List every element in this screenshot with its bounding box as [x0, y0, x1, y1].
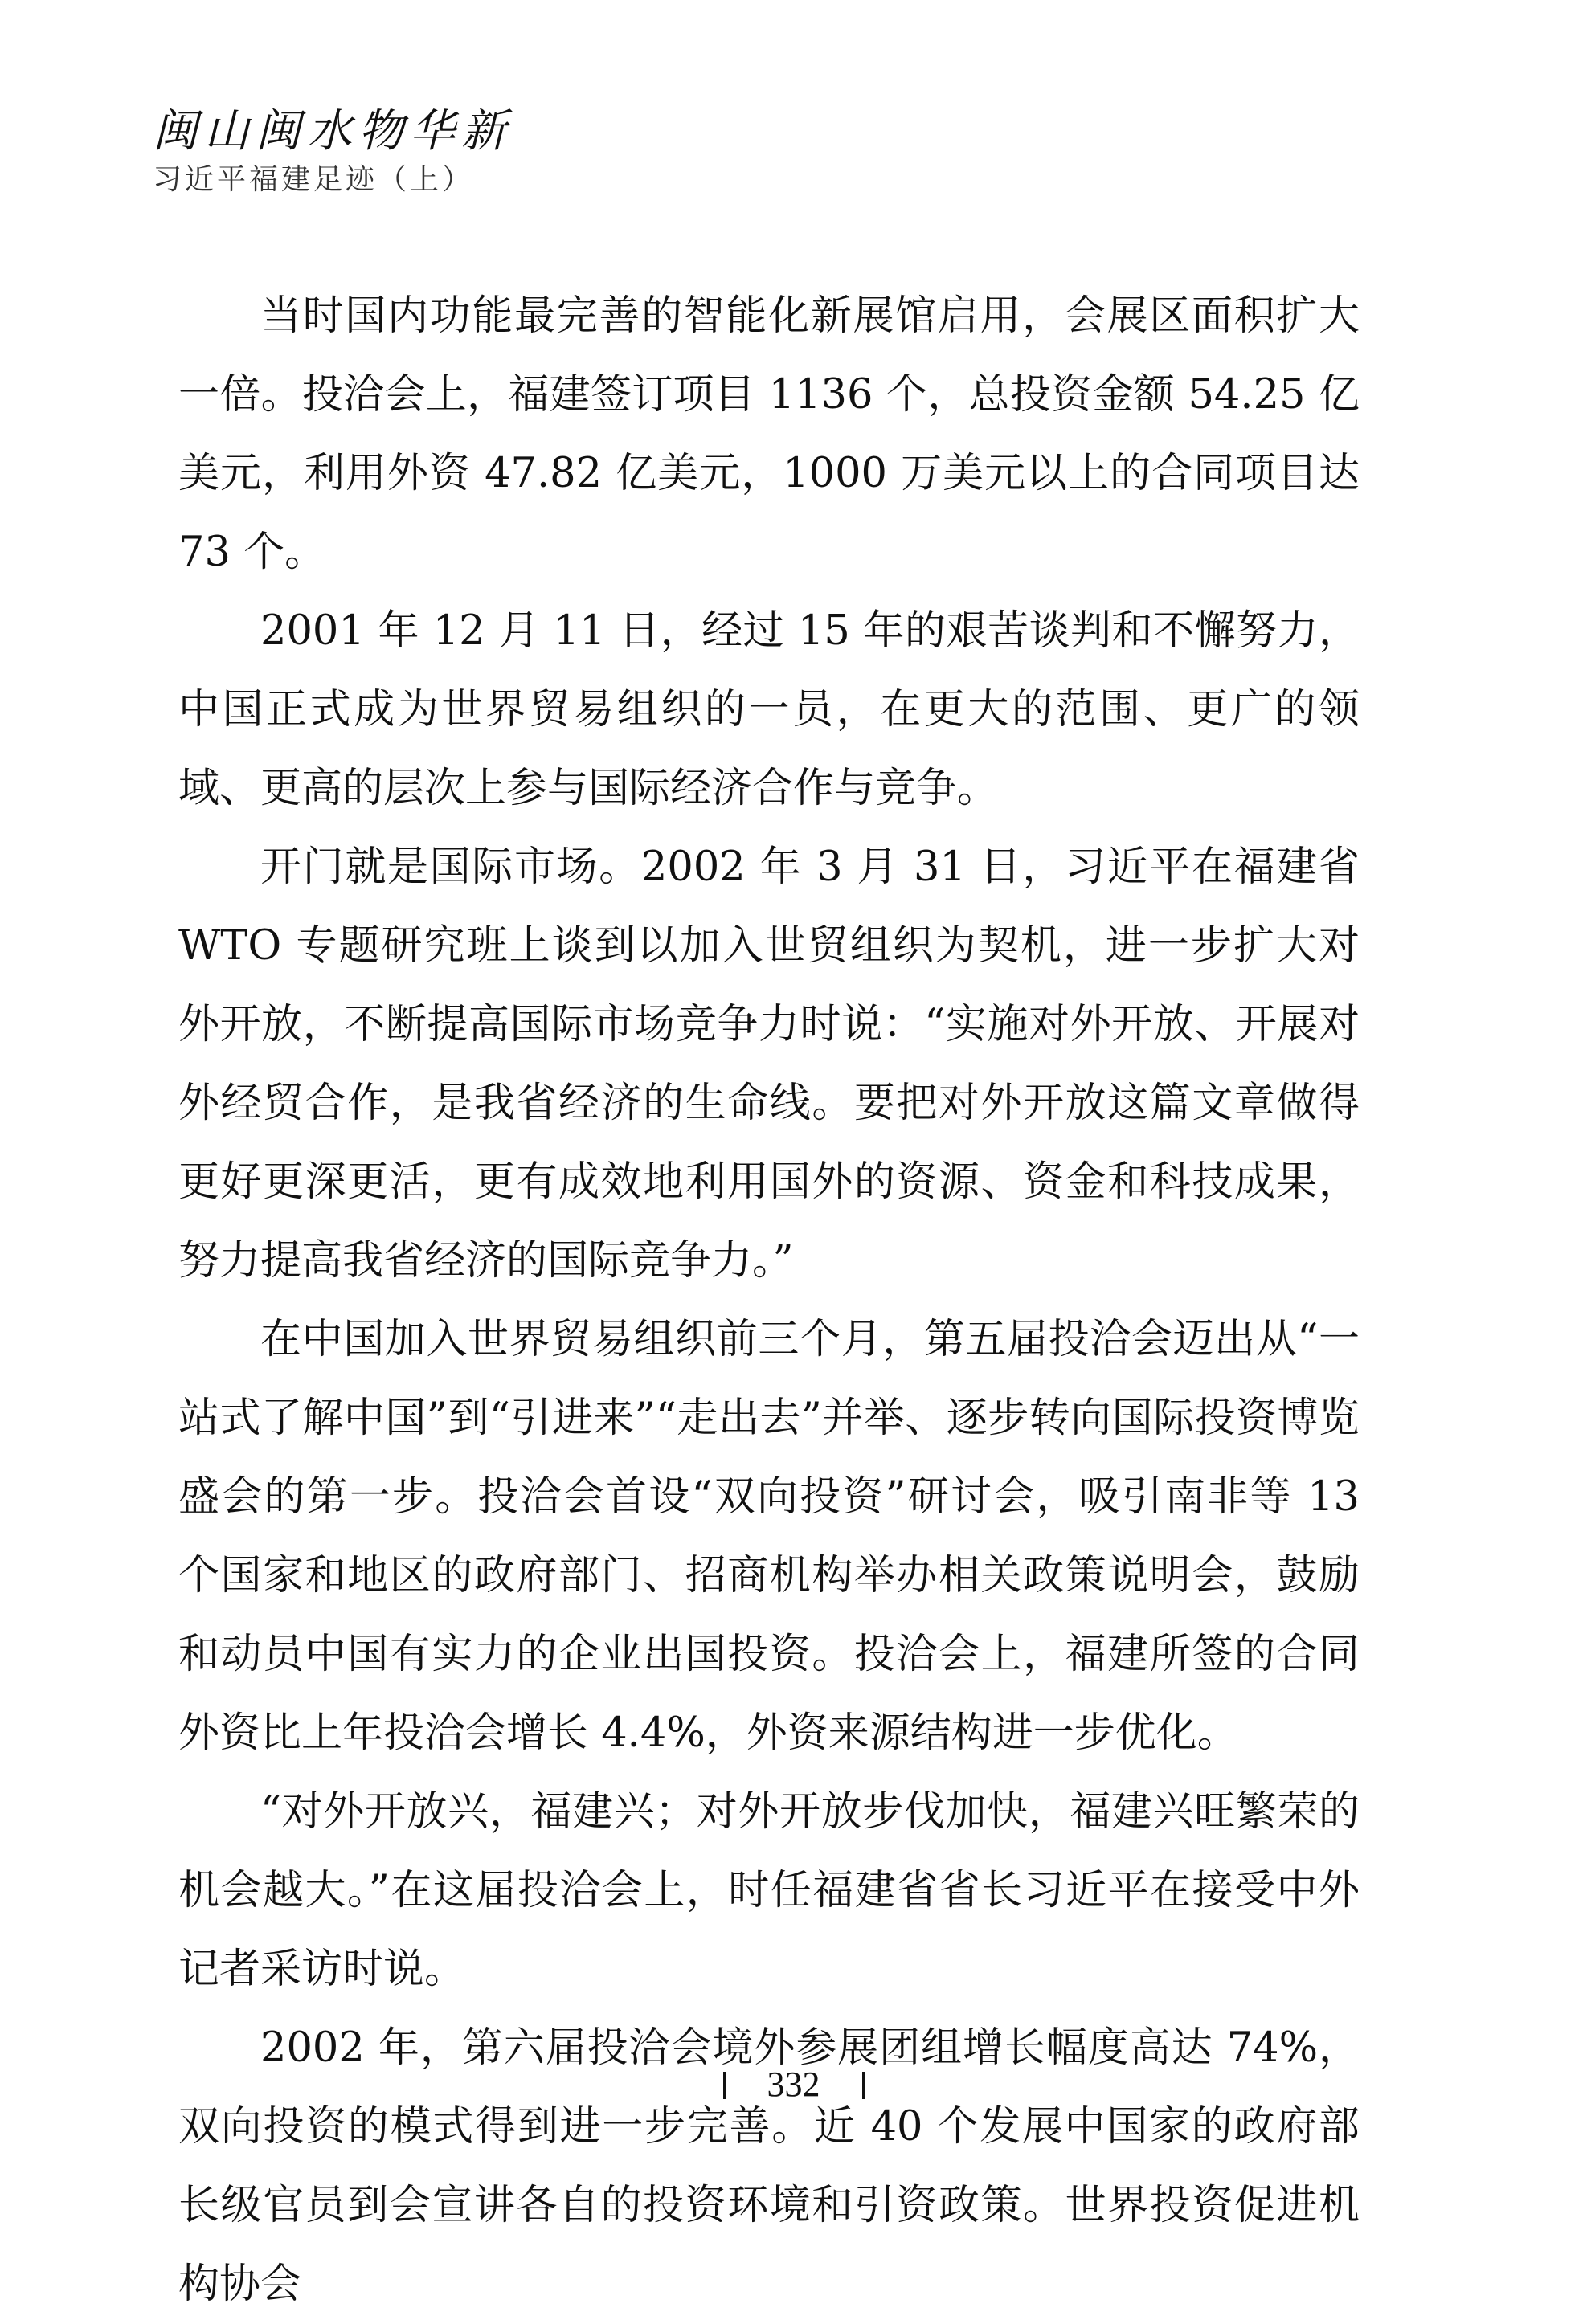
paragraph-4: 在中国加入世界贸易组织前三个月，第五届投洽会迈出从“一站式了解中国”到“引进来”“走出去”并举、逐步转向国际投资博览盛会的第一步。投洽会首设“双向投资”研讨会，吸引南非等 13 个国家和地区的政府部门、招商机构举办相关政策说明会，鼓励和动员中国有实力的企业出国投资。投洽会上，福建所签的合同外资比上年投洽会增长 4.4%，外资来源结构进一步优化。	[178, 1316, 1360, 1757]
paragraph-1: 当时国内功能最完善的智能化新展馆启用，会展区面积扩大一倍。投洽会上，福建签订项目 1136 个，总投资金额 54.25 亿美元，利用外资 47.82 亿美元，1000 万美元以上的合同项目达 73 个。	[178, 292, 1360, 576]
footer-left-rule	[723, 2072, 726, 2099]
paragraph-3: 开门就是国际市场。2002 年 3 月 31 日，习近平在福建省 WTO 专题研究班上谈到以加入世贸组织为契机，进一步扩大对外开放，不断提高国际市场竞争力时说：“实施对外开放、开展对外经贸合作，是我省经济的生命线。要把对外开放这篇文章做得更好更深更活，更有成效地利用国外的资源、资金和科技成果，努力提高我省经济的国际竞争力。”	[178, 843, 1360, 1285]
paragraph-5: “对外开放兴，福建兴；对外开放步伐加快，福建兴旺繁荣的机会越大。”在这届投洽会上，时任福建省省长习近平在接受中外记者采访时说。	[178, 1788, 1360, 1993]
paragraph-6: 2002 年，第六届投洽会境外参展团组增长幅度高达 74%，双向投资的模式得到进一步完善。近 40 个发展中国家的政府部长级官员到会宣讲各自的投资环境和引资政策。世界投资促进机构协会	[178, 2024, 1360, 2308]
book-subtitle: 习近平福建足迹（上）	[153, 163, 475, 196]
paragraph-2: 2001 年 12 月 11 日，经过 15 年的艰苦谈判和不懈努力，中国正式成为世界贸易组织的一员，在更大的范围、更广的领域、更高的层次上参与国际经济合作与竞争。	[178, 607, 1360, 812]
running-header	[153, 103, 876, 199]
footer-right-rule	[862, 2072, 865, 2099]
body-text	[178, 277, 1360, 2324]
book-title: 闽山闽水物华新	[153, 105, 513, 157]
page-number: 332	[767, 2065, 820, 2104]
page-footer	[0, 2061, 1587, 2109]
